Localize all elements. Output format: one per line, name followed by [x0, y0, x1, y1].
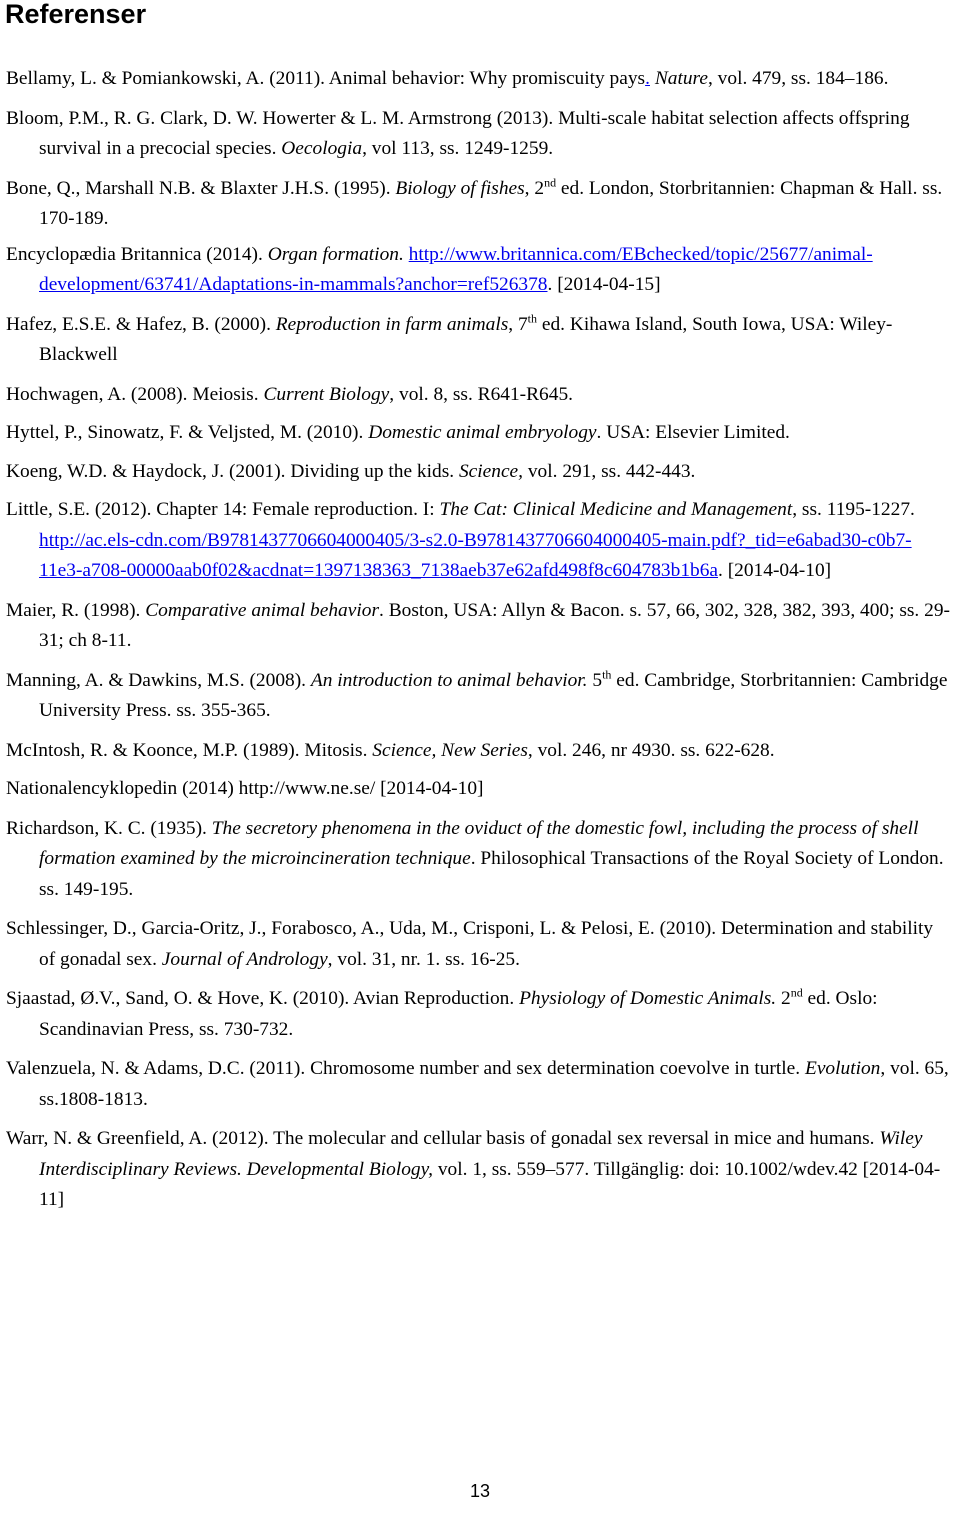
reference-text: 5 [587, 669, 603, 691]
reference-text: Little, S.E. (2012). Chapter 14: Female reproduction. I: [6, 499, 440, 520]
reference-item [6, 666, 952, 727]
ordinal-superscript: th [527, 311, 537, 326]
reference-text: Maier, R. (1998). [6, 599, 146, 621]
reference-title: Organ formation. [267, 243, 404, 265]
reference-item [6, 104, 952, 165]
reference-item [6, 774, 952, 805]
reference-item [6, 380, 952, 411]
reference-text: . USA: Elsevier Limited. [596, 422, 790, 443]
reference-title: Physiology of Domestic Animals. [519, 988, 777, 1009]
reference-text: , vol. 31, nr. 1. ss. 16-25. [327, 948, 520, 970]
reference-text: Valenzuela, N. & Adams, D.C. (2011). Chromosome number and sex determination coevolve in turtle. [6, 1058, 805, 1079]
reference-text: Encyclopædia Britannica (2014). [6, 243, 268, 265]
reference-text: , 7 [508, 313, 528, 335]
reference-text: Bone, Q., Marshall N.B. & Blaxter J.H.S. (1995). [6, 177, 396, 199]
reference-text: Schlessinger, D., Garcia-Oritz, J., Forabosco, A., Uda, M., Crisponi, L. & Pelosi, E. (2010). Determination and stability of gonadal sex. [6, 918, 934, 970]
reference-item [6, 814, 952, 906]
reference-text: Hyttel, P., Sinowatz, F. & Veljsted, M. (2010). [6, 422, 369, 443]
reference-text: Bellamy, L. & Pomiankowski, A. (2011). Animal behavior: Why promiscuity pays [6, 68, 646, 89]
reference-text: Sjaastad, Ø.V., Sand, O. & Hove, K. (2010). Avian Reproduction. [6, 988, 520, 1009]
reference-item [6, 736, 952, 767]
reference-title: Science, New Series [372, 739, 528, 761]
reference-link[interactable]: http://ac.els-cdn.com/B9781437706604000405/3-s2.0-B9781437706604000405-main.pdf?_tid=e6abad30-c0b7-11e3-a708-00000aab0f02&acdnat=1397138363_7138aeb37e62afd498f8c604783b1b6a [39, 529, 912, 581]
reference-text: vol. 1, ss. 559–577. Tillgänglig: doi: 10.1002/wdev.42 [2014-04-11] [39, 1158, 941, 1210]
reference-text: , vol. 246, nr 4930. ss. 622-628. [527, 739, 775, 761]
reference-title: Nature [654, 68, 708, 89]
reference-text: . [2014-04-10] [718, 560, 832, 581]
reference-text: Warr, N. & Greenfield, A. (2012). The molecular and cellular basis of gonadal sex reversal in mice and humans. [6, 1128, 880, 1149]
reference-text: . Boston, USA: Allyn & Bacon. s. 57, 66, 302, 328, 382, 393, 400; ss. 29-31; ch 8-11. [39, 599, 950, 651]
reference-text: Nationalencyklopedin (2014) http://www.ne.se/ [2014-04-10] [6, 778, 484, 799]
reference-item [6, 310, 952, 371]
reference-link[interactable]: http://www.britannica.com/EBchecked/topic/25677/animal-development/63741/Adaptations-in-mammals?anchor=ref526378 [39, 243, 873, 295]
page-title: Referenser [5, 0, 147, 29]
reference-text: Richardson, K. C. (1935). [6, 817, 212, 839]
page-number: 13 [469, 1481, 491, 1501]
reference-item [6, 240, 952, 301]
reference-title: Current Biology [263, 383, 390, 405]
reference-text: ed. Cambridge, Storbritannien: Cambridge University Press. ss. 355-365. [39, 669, 948, 721]
reference-item [6, 914, 952, 975]
reference-text: , 2 [524, 177, 545, 199]
reference-text: Hochwagen, A. (2008). Meiosis. [6, 383, 264, 405]
reference-text: ed. London, Storbritannien: Chapman & Hall. ss. 170-189. [39, 177, 943, 229]
reference-item [6, 1124, 952, 1216]
ordinal-superscript: nd [790, 985, 803, 1000]
reference-text: , vol. 8, ss. R641-R645. [389, 383, 573, 405]
reference-text: , ss. 1195-1227. [792, 499, 915, 520]
ordinal-superscript: th [602, 667, 612, 682]
reference-title: Journal of Andrology [161, 948, 328, 970]
reference-item [6, 984, 952, 1045]
reference-title: Oecologia [281, 138, 363, 159]
ordinal-superscript: nd [544, 175, 557, 190]
reference-title: Reproduction in farm animals [275, 313, 509, 335]
reference-title: Domestic animal embryology [368, 422, 597, 443]
reference-item [6, 64, 952, 95]
reference-title: The secretory phenomena in the oviduct of the domestic fowl, including the process of shell formation examined by the microincineration technique [39, 817, 919, 869]
reference-list [6, 64, 952, 1225]
reference-title: Comparative animal behavior [145, 599, 379, 621]
reference-text: Manning, A. & Dawkins, M.S. (2008). [6, 669, 311, 691]
reference-text: ed. Kihawa Island, South Iowa, USA: Wiley-Blackwell [39, 313, 893, 365]
reference-text: Koeng, W.D. & Haydock, J. (2001). Dividing up the kids. [6, 460, 459, 482]
reference-title: An introduction to animal behavior. [310, 669, 588, 691]
reference-item [6, 596, 952, 657]
reference-title: The Cat: Clinical Medicine and Management [439, 499, 793, 520]
reference-text: vol. 291, ss. 442-443. [523, 460, 696, 482]
reference-text: 2 [776, 988, 791, 1009]
reference-item [6, 1054, 952, 1115]
reference-item [6, 457, 952, 488]
reference-text: Bloom, P.M., R. G. Clark, D. W. Howerter & L. M. Armstrong (2013). Multi-scale habitat selection affects offspring survival in a precocial species. [6, 107, 910, 159]
reference-link[interactable]: . [645, 68, 650, 89]
reference-text: , vol 113, ss. 1249-1259. [362, 138, 554, 159]
reference-text: ed. Oslo: Scandinavian Press, ss. 730-732. [39, 988, 878, 1040]
reference-title: Science, [458, 460, 524, 482]
reference-item [6, 174, 952, 235]
reference-text: , vol. 65, ss.1808-1813. [39, 1058, 949, 1110]
reference-title: Evolution [804, 1058, 881, 1079]
reference-item [6, 418, 952, 449]
reference-title: Wiley Interdisciplinary Reviews. Developmental Biology, [39, 1128, 923, 1180]
reference-title: Biology of fishes [395, 177, 525, 199]
reference-text: McIntosh, R. & Koonce, M.P. (1989). Mitosis. [6, 739, 373, 761]
reference-item [6, 495, 952, 587]
reference-text: . [2014-04-15] [547, 274, 661, 295]
reference-text: . Philosophical Transactions of the Royal Society of London. ss. 149-195. [39, 848, 944, 900]
reference-text: , vol. 479, ss. 184–186. [707, 68, 889, 89]
reference-text: Hafez, E.S.E. & Hafez, B. (2000). [6, 313, 276, 335]
